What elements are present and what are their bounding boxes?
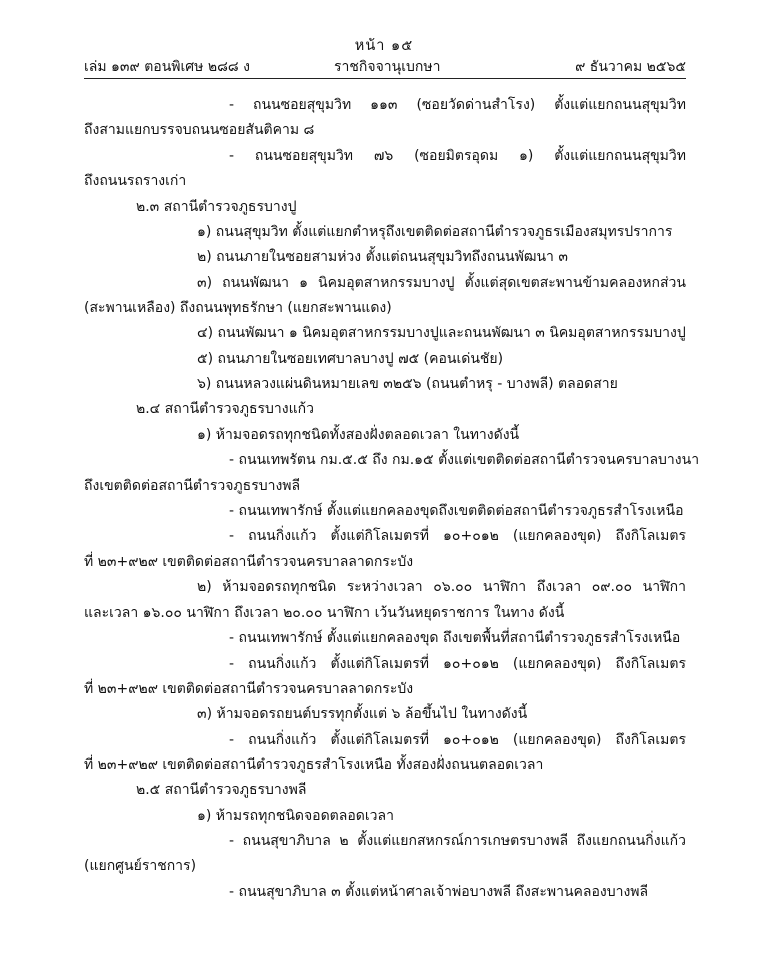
body-line: ถึงเขตติดต่อสถานีตำรวจภูธรบางพลี [84, 478, 301, 494]
body-line: ที่ ๒๓+๙๒๙ เขตติดต่อสถานีตำรวจนครบาลลาดกระบัง [84, 681, 414, 697]
body-line: ๓) ห้ามจอดรถยนต์บรรทุกตั้งแต่ ๖ ล้อขึ้นไป ในทางดังนี้ [197, 706, 528, 722]
body-line: - ถนนเทพารักษ์ ตั้งแต่แยกคลองขุด ถึงเขตพื้นที่สถานีตำรวจภูธรสำโรงเหนือ [229, 630, 681, 646]
body-line: ๓) ถนนพัฒนา ๑ นิคมอุตสาหกรรมบางปู ตั้งแต่สุดเขตสะพานข้ามคลองหกส่วน [197, 275, 686, 291]
body-line: - ถนนกิ่งแก้ว ตั้งแต่กิโลเมตรที่ ๑๐+๐๑๒ (แยกคลองขุด) ถึงกิโลเมตร [229, 528, 686, 544]
body-line: (แยกศูนย์ราชการ) [84, 858, 197, 874]
body-line: ถึงสามแยกบรรจบถนนซอยสันติคาม ๘ [84, 122, 315, 138]
header-publication: ราชกิจจานุเบกษา [334, 59, 441, 75]
body-line: ถึงถนนรถรางเก่า [84, 173, 187, 189]
page-number: หน้า ๑๕ [354, 38, 414, 54]
section-heading: ๒.๕ สถานีตำรวจภูธรบางพลี [136, 782, 307, 798]
body-line: ที่ ๒๓+๙๒๙ เขตติดต่อสถานีตำรวจนครบาลลาดกระบัง [84, 554, 414, 570]
header-volume-issue: เล่ม ๑๓๙ ตอนพิเศษ ๒๘๘ ง [84, 59, 250, 75]
body-line: - ถนนซอยสุขุมวิท ๗๖ (ซอยมิตรอุดม ๑) ตั้งแต่แยกถนนสุขุมวิท [229, 148, 686, 164]
body-line: ที่ ๒๓+๙๒๙ เขตติดต่อสถานีตำรวจภูธรสำโรงเหนือ ทั้งสองฝั่งถนนตลอดเวลา [84, 757, 544, 773]
body-line: ๑) ห้ามรถทุกชนิดจอดตลอดเวลา [197, 808, 394, 824]
section-heading: ๒.๔ สถานีตำรวจภูธรบางแก้ว [136, 401, 314, 417]
body-line: (สะพานเหลือง) ถึงถนนพุทธรักษา (แยกสะพานแดง) [84, 300, 392, 316]
body-line: และเวลา ๑๖.๐๐ นาฬิกา ถึงเวลา ๒๐.๐๐ นาฬิกา เว้นวันหยุดราชการ ในทาง ดังนี้ [84, 605, 565, 621]
body-line: ๔) ถนนพัฒนา ๑ นิคมอุตสาหกรรมบางปูและถนนพัฒนา ๓ นิคมอุตสาหกรรมบางปู [197, 325, 686, 341]
header-date: ๙ ธันวาคม ๒๕๖๕ [575, 59, 686, 75]
body-line: - ถนนกิ่งแก้ว ตั้งแต่กิโลเมตรที่ ๑๐+๐๑๒ (แยกคลองขุด) ถึงกิโลเมตร [229, 656, 686, 672]
header-rule [84, 78, 686, 79]
body-line: ๑) ห้ามจอดรถทุกชนิดทั้งสองฝั่งตลอดเวลา ในทางดังนี้ [197, 427, 520, 443]
body-line: ๒) ถนนภายในซอยสามห่วง ตั้งแต่ถนนสุขุมวิทถึงถนนพัฒนา ๓ [197, 249, 568, 265]
body-line: - ถนนซอยสุขุมวิท ๑๑๓ (ซอยวัดด่านสำโรง) ตั้งแต่แยกถนนสุขุมวิท [229, 97, 686, 113]
body-line: ๒) ห้ามจอดรถทุกชนิด ระหว่างเวลา ๐๖.๐๐ นาฬิกา ถึงเวลา ๐๙.๐๐ นาฬิกา [197, 579, 686, 595]
section-heading: ๒.๓ สถานีตำรวจภูธรบางปู [136, 199, 297, 215]
body-line: - ถนนสุขาภิบาล ๒ ตั้งแต่แยกสหกรณ์การเกษตรบางพลี ถึงแยกถนนกิ่งแก้ว [229, 833, 686, 849]
body-line: - ถนนเทพารักษ์ ตั้งแต่แยกคลองขุดถึงเขตติดต่อสถานีตำรวจภูธรสำโรงเหนือ [229, 503, 684, 519]
running-header [84, 56, 686, 76]
body-line: ๑) ถนนสุขุมวิท ตั้งแต่แยกตำหรุถึงเขตติดต่อสถานีตำรวจภูธรเมืองสมุทรปราการ [197, 224, 673, 240]
body-line: - ถนนสุขาภิบาล ๓ ตั้งแต่หน้าศาลเจ้าพ่อบางพลี ถึงสะพานคลองบางพลี [229, 884, 649, 900]
body-line: - ถนนเทพรัตน กม.๕.๕ ถึง กม.๑๕ ตั้งแต่เขตติดต่อสถานีตำรวจนครบาลบางนา [229, 452, 700, 468]
body-line: - ถนนกิ่งแก้ว ตั้งแต่กิโลเมตรที่ ๑๐+๐๑๒ (แยกคลองขุด) ถึงกิโลเมตร [229, 732, 686, 748]
body-line: ๖) ถนนหลวงแผ่นดินหมายเลข ๓๒๕๖ (ถนนตำหรุ - บางพลี) ตลอดสาย [197, 376, 618, 392]
body-line: ๕) ถนนภายในซอยเทศบาลบางปู ๗๕ (คอนเด่นชัย) [197, 351, 504, 367]
